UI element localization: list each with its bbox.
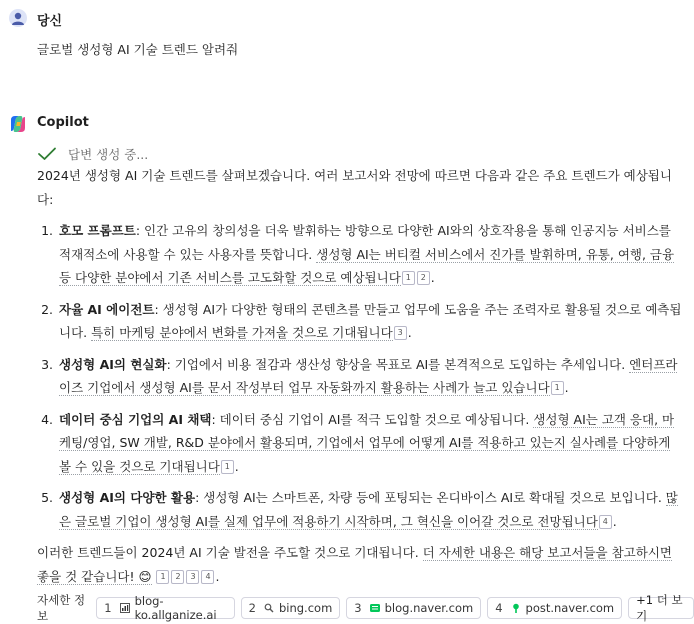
cited-text[interactable]: 엔터프라이즈 기업에서 생성형 AI를 문서 작성부터 업무 자동화까지 활용하는 사례가 늘고 있습니다	[59, 356, 678, 395]
trend-list	[37, 219, 682, 533]
source-domain: bing.com	[278, 601, 333, 615]
citation-badge[interactable]: 2	[171, 570, 184, 584]
source-chip-2[interactable]	[241, 597, 341, 619]
source-chip-1[interactable]	[96, 594, 234, 622]
answer-intro: 2024년 생성형 AI 기술 트렌드를 살펴보겠습니다. 여러 보고서와 전망에 따르면 다음과 같은 주요 트렌드가 예상됩니다:	[37, 168, 672, 207]
copilot-name: Copilot	[37, 115, 89, 130]
trend-text: : 기업에서 비용 절감과 생산성 향상을 목표로 AI를 본격적으로 도입하는 추세입니다.	[166, 356, 630, 372]
citation-badge[interactable]: 3	[186, 570, 199, 584]
cited-text[interactable]: 생성형 AI는 고객 응대, 마케팅/영업, SW 개발, R&D 분야에서 활용되며, 기업에서 업무에 어떻게 AI를 적용하고 있는지 실사례를 다양하게 볼 수 있을 것으로 기대됩니다	[59, 411, 675, 474]
citation-badge[interactable]: 1	[221, 460, 234, 474]
trend-title: 자율 AI 에이전트	[59, 301, 155, 317]
user-icon	[9, 9, 27, 27]
answer-closing: 이러한 트렌드들이 2024년 AI 기술 발전을 주도할 것으로 기대됩니다. 더 자세한 내용은 해당 보고서들을 참고하시면 좋을 것 같습니다! 😊 1 2 3 4 .	[37, 545, 672, 584]
chart-favicon-icon	[120, 603, 130, 613]
trend-title: 생성형 AI의 현실화	[59, 356, 167, 372]
cited-text[interactable]: 더 자세한 내용은 해당 보고서들을 참고하시면 좋을 것 같습니다! 😊	[37, 545, 672, 584]
status-text: 답변 생성 중...	[68, 147, 149, 162]
copilot-logo-icon	[8, 114, 28, 134]
trend-title: 데이터 중심 기업의 AI 채택	[59, 411, 212, 427]
user-name: 당신	[37, 14, 63, 29]
trend-title: 호모 프롬프트	[59, 223, 136, 238]
source-domain: blog.naver.com	[384, 601, 474, 615]
source-domain: blog-ko.allganize.ai	[134, 594, 217, 622]
cited-text[interactable]: 특히 마케팅 분야에서 변화를 가져올 것으로 기대됩니다	[91, 325, 393, 340]
citation-badge[interactable]: 1	[551, 381, 564, 395]
cited-text[interactable]: 많은 글로벌 기업이 생성형 AI를 실제 업무에 적용하기 시작하며, 그 혁신을 이어갈 것으로 전망됩니다	[59, 490, 678, 529]
sources-label: 자세한 정보	[37, 593, 86, 623]
source-number: 1	[104, 601, 112, 615]
citation-badge[interactable]: 1	[402, 271, 415, 285]
trend-item: 1. 호모 프롬프트: 인간 고유의 창의성을 더욱 발휘하는 방향으로 다양한 AI와의 상호작용을 통해 인공지능 서비스를 적재적소에 사용할 수 있는 사용자를 뜻합니다. 생성형 AI는 버티컬 서비스에서 진가를 발휘하며, 유통, 여행, 금융 등 다양한 분야에서 기존 서비스를 고도화할 것으로 예상됩니다 1 2 .	[57, 219, 682, 290]
citation-badge[interactable]: 4	[201, 570, 214, 584]
trend-item: 5. 생성형 AI의 다양한 활용: 생성형 AI는 스마트폰, 차량 등에 포팅되는 온디바이스 AI로 확대될 것으로 보입니다. 많은 글로벌 기업이 생성형 AI를 실제 업무에 적용하기 시작하며, 그 혁신을 이어갈 것으로 전망됩니다 4 .	[57, 486, 682, 533]
user-message: 글로벌 생성형 AI 기술 트렌드 알려줘	[37, 42, 239, 57]
citation-badge[interactable]: 1	[156, 570, 169, 584]
generation-status	[37, 145, 148, 163]
naver-post-favicon-icon	[511, 603, 521, 613]
cited-text[interactable]: 생성형 AI는 버티컬 서비스에서 진가를 발휘하며, 유통, 여행, 금융 등 다양한 분야에서 기존 서비스를 고도화할 것으로 예상됩니다	[59, 246, 675, 285]
checkmark-icon	[37, 147, 57, 161]
naver-favicon-icon	[370, 603, 380, 613]
source-chip-4[interactable]	[487, 597, 622, 619]
trend-text: : 인간 고유의 창의성을 더욱 발휘하는 방향으로 다양한 AI와의 상호작용을 통해 인공지능 서비스를 적재적소에 사용할 수 있는 사용자를 뜻합니다.	[59, 223, 671, 262]
more-sources-button[interactable]: +1 더 보기	[628, 597, 694, 619]
sources-bar	[37, 592, 694, 624]
closing-text: 이러한 트렌드들이 2024년 AI 기술 발전을 주도할 것으로 기대됩니다.	[37, 545, 423, 560]
source-chip-3[interactable]	[346, 597, 481, 619]
trend-item: 4. 데이터 중심 기업의 AI 채택: 데이터 중심 기업이 AI를 적극 도입할 것으로 예상됩니다. 생성형 AI는 고객 응대, 마케팅/영업, SW 개발, R&D 분야에서 활용되며, 기업에서 업무에 어떻게 AI를 적용하고 있는지 실사례를 다양하게 볼 수 있을 것으로 기대됩니다 1 .	[57, 408, 682, 479]
source-number: 3	[354, 601, 362, 615]
trend-text: : 데이터 중심 기업이 AI를 적극 도입할 것으로 예상됩니다.	[211, 411, 534, 427]
copilot-answer	[37, 164, 682, 588]
source-number: 4	[495, 601, 503, 615]
citation-badge[interactable]: 3	[394, 326, 407, 340]
source-number: 2	[248, 601, 256, 615]
trend-item: 3. 생성형 AI의 현실화: 기업에서 비용 절감과 생산성 향상을 목표로 AI를 본격적으로 도입하는 추세입니다. 엔터프라이즈 기업에서 생성형 AI를 문서 작성부터 업무 자동화까지 활용하는 사례가 늘고 있습니다 1 .	[57, 353, 682, 400]
trend-text: : 생성형 AI가 다양한 형태의 콘텐츠를 만들고 업무에 도움을 주는 조력자로 활용될 것으로 예측됩니다.	[59, 301, 682, 340]
citation-badge[interactable]: 2	[417, 271, 430, 285]
search-favicon-icon	[264, 603, 274, 613]
trend-item: 2. 자율 AI 에이전트: 생성형 AI가 다양한 형태의 콘텐츠를 만들고 업무에 도움을 주는 조력자로 활용될 것으로 예측됩니다. 특히 마케팅 분야에서 변화를 가져올 것으로 기대됩니다 3 .	[57, 298, 682, 345]
trend-text: : 생성형 AI는 스마트폰, 차량 등에 포팅되는 온디바이스 AI로 확대될 것으로 보입니다.	[195, 490, 666, 505]
trend-title: 생성형 AI의 다양한 활용	[59, 490, 196, 505]
citation-badge[interactable]: 4	[599, 515, 612, 529]
source-domain: post.naver.com	[525, 601, 615, 615]
user-avatar	[9, 9, 27, 27]
